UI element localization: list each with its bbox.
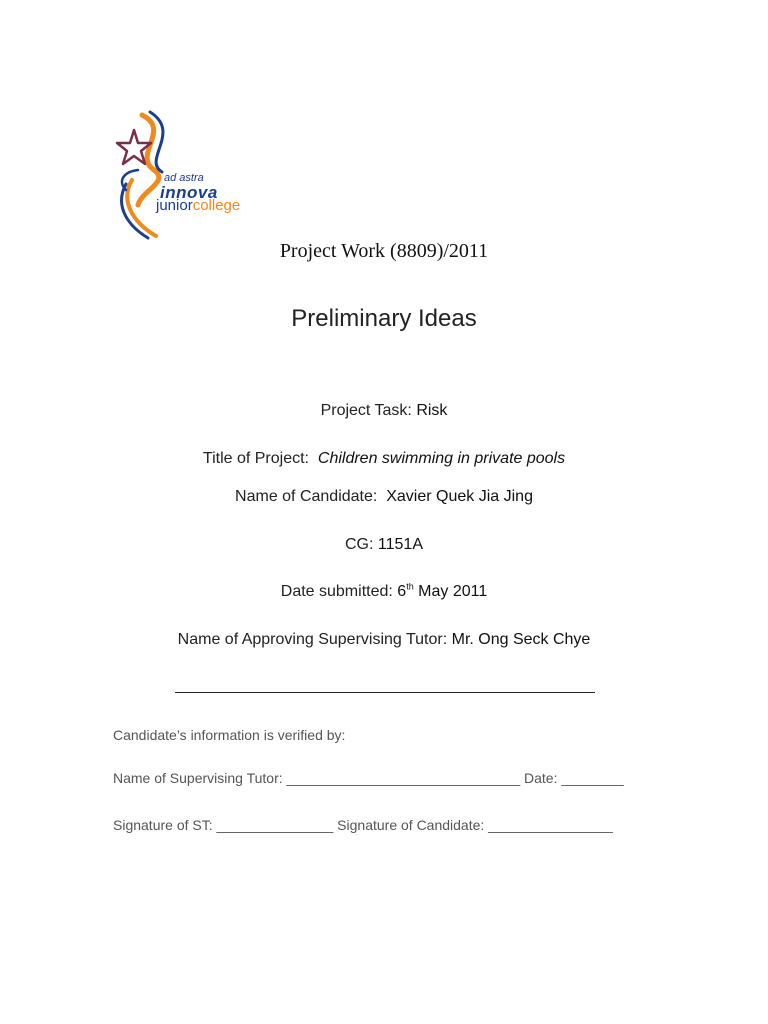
project-task-value: Risk	[416, 402, 448, 419]
college-logo	[112, 110, 280, 240]
verification-heading: Candidate’s information is verified by:	[113, 727, 346, 743]
logo-junior: junior	[156, 197, 193, 214]
supervising-tutor-value: Mr. Ong Seck Chye	[451, 631, 591, 648]
tutor-date-line: Name of Supervising Tutor: ______________________________ Date: ________	[113, 770, 624, 786]
logo-motto: ad astra	[164, 172, 204, 184]
date-day: 6	[397, 583, 407, 600]
cg-value: 1151A	[377, 536, 423, 553]
candidate-name-label: Name of Candidate:	[235, 488, 378, 505]
project-task-label: Project Task:	[320, 402, 412, 419]
cg-label: CG:	[345, 536, 374, 553]
signature-line: Signature of ST: _______________ Signature of Candidate: ________________	[113, 817, 613, 833]
cg-line	[0, 536, 768, 554]
date-submitted-value	[397, 583, 487, 600]
project-title-label: Title of Project:	[202, 450, 309, 467]
project-title-value: Children swimming in private pools	[317, 450, 566, 467]
separator-line	[175, 692, 595, 693]
candidate-name-value: Xavier Quek Jia Jing	[386, 488, 533, 505]
logo-college: college	[192, 197, 241, 214]
project-task-line	[0, 402, 768, 420]
document-subtitle: Preliminary Ideas	[291, 305, 477, 332]
supervising-tutor-label: Name of Approving Supervising Tutor:	[177, 631, 448, 648]
date-submitted-label: Date submitted:	[280, 583, 393, 600]
date-rest: May 2011	[418, 583, 488, 600]
document-title: Project Work (8809)/2011	[279, 240, 489, 262]
date-suffix: th	[406, 581, 414, 592]
supervising-tutor-line	[0, 631, 768, 649]
logo-subtitle	[156, 198, 240, 213]
date-submitted-line	[0, 583, 768, 601]
logo-name: innova	[160, 183, 218, 202]
project-title-line	[0, 450, 768, 468]
candidate-name-line	[0, 488, 768, 506]
